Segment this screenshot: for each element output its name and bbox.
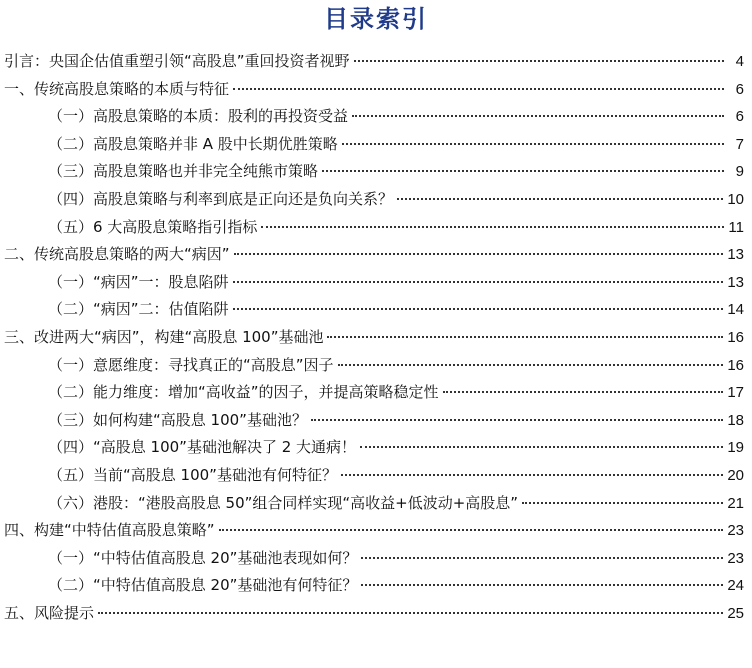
toc-entry-label: 引言：央国企估值重塑引领“高股息”重回投资者视野: [4, 52, 350, 70]
dot-leader: [352, 115, 724, 117]
toc-entry-page-number: 11: [728, 218, 744, 236]
dot-leader: [397, 198, 723, 200]
toc-entry-label: （二）能力维度：增加“高收益”的因子，并提高策略稳定性: [48, 383, 439, 402]
toc-entry-label: 一、传统高股息策略的本质与特征: [4, 79, 230, 98]
dot-leader: [361, 557, 723, 559]
table-of-contents: [0, 50, 752, 629]
toc-entry-page-number: 19: [727, 439, 744, 457]
dot-leader: [219, 529, 724, 531]
toc-entry-label: （二）高股息策略并非 A 股中长期优胜策略: [48, 134, 338, 153]
toc-entry-page-number: 16: [727, 328, 744, 346]
toc-entry[interactable]: [0, 326, 752, 354]
dot-leader: [98, 612, 723, 614]
toc-entry-page-number: 24: [727, 577, 744, 595]
toc-entry[interactable]: [0, 547, 752, 575]
toc-entry[interactable]: [0, 160, 752, 188]
toc-entry-label: 五、风险提示: [4, 603, 95, 622]
toc-entry-page-number: 13: [727, 246, 744, 264]
toc-entry[interactable]: [0, 574, 752, 602]
toc-entry[interactable]: [0, 436, 752, 464]
dot-leader: [261, 226, 724, 228]
dot-leader: [234, 253, 724, 255]
toc-entry[interactable]: [0, 602, 752, 630]
toc-entry-page-number: 23: [727, 549, 744, 567]
toc-entry[interactable]: [0, 381, 752, 409]
toc-entry-page-number: 17: [727, 384, 744, 402]
toc-entry-label: （三）高股息策略也并非完全纯熊市策略: [48, 162, 319, 181]
toc-entry-label: （四）高股息策略与利率到底是正向还是负向关系？: [48, 189, 394, 208]
toc-entry-label: 二、传统高股息策略的两大“病因”: [4, 245, 230, 264]
toc-entry-label: （四）“高股息 100”基础池解决了 2 大通病！: [48, 438, 357, 457]
toc-entry-page-number: 7: [735, 135, 744, 153]
toc-entry-label: （五）当前“高股息 100”基础池有何特征？: [48, 465, 337, 484]
toc-entry-page-number: 9: [735, 163, 744, 181]
dot-leader: [360, 446, 723, 448]
dot-leader: [443, 391, 724, 393]
toc-entry-label: （一）“中特估值高股息 20”基础池表现如何？: [48, 548, 358, 567]
dot-leader: [311, 419, 723, 421]
toc-entry-label: （六）港股：“港股高股息 50”组合同样实现“高收益+低波动+高股息”: [48, 493, 519, 512]
toc-entry-label: （二）“病因”二：估值陷阱: [48, 300, 229, 319]
toc-entry[interactable]: [0, 50, 752, 78]
toc-entry-page-number: 23: [727, 522, 744, 540]
toc-entry[interactable]: [0, 188, 752, 216]
toc-entry-page-number: 13: [727, 273, 744, 291]
toc-entry-page-number: 18: [727, 411, 744, 429]
dot-leader: [342, 143, 724, 145]
toc-entry[interactable]: [0, 78, 752, 106]
toc-entry[interactable]: [0, 133, 752, 161]
dot-leader: [327, 336, 723, 338]
toc-entry[interactable]: [0, 243, 752, 271]
toc-entry[interactable]: [0, 105, 752, 133]
toc-entry-page-number: 6: [735, 108, 744, 126]
dot-leader: [361, 584, 723, 586]
toc-entry-label: （一）“病因”一：股息陷阱: [48, 272, 229, 291]
toc-entry[interactable]: [0, 409, 752, 437]
toc-entry-page-number: 4: [735, 53, 744, 70]
toc-entry-page-number: 10: [727, 190, 744, 208]
dot-leader: [233, 88, 724, 90]
toc-entry-label: （一）意愿维度：寻找真正的“高股息”因子: [48, 355, 334, 374]
dot-leader: [522, 502, 723, 504]
toc-entry-label: （五）6 大高股息策略指引指标: [48, 217, 258, 236]
dot-leader: [341, 474, 723, 476]
toc-entry[interactable]: [0, 519, 752, 547]
dot-leader: [338, 364, 724, 366]
toc-entry[interactable]: [0, 298, 752, 326]
toc-entry-page-number: 21: [727, 494, 744, 512]
toc-entry[interactable]: [0, 492, 752, 520]
dot-leader: [233, 281, 724, 283]
toc-entry-label: （二）“中特估值高股息 20”基础池有何特征？: [48, 576, 358, 595]
page-title: 目录索引: [324, 5, 428, 33]
toc-entry-page-number: 20: [727, 466, 744, 484]
toc-entry-page-number: 14: [727, 301, 744, 319]
toc-entry[interactable]: [0, 271, 752, 299]
toc-entry-label: （三）如何构建“高股息 100”基础池？: [48, 410, 307, 429]
toc-entry[interactable]: [0, 216, 752, 244]
dot-leader: [322, 170, 724, 172]
toc-entry-label: 四、构建“中特估值高股息策略”: [4, 521, 215, 540]
dot-leader: [354, 60, 724, 62]
toc-entry-label: （一）高股息策略的本质：股利的再投资受益: [48, 107, 349, 126]
dot-leader: [233, 308, 724, 310]
toc-entry-page-number: 6: [735, 80, 744, 98]
toc-entry[interactable]: [0, 464, 752, 492]
toc-entry-page-number: 16: [727, 356, 744, 374]
toc-entry-page-number: 25: [727, 604, 744, 622]
toc-entry[interactable]: [0, 354, 752, 382]
toc-entry-label: 三、改进两大“病因”，构建“高股息 100”基础池: [4, 327, 324, 346]
